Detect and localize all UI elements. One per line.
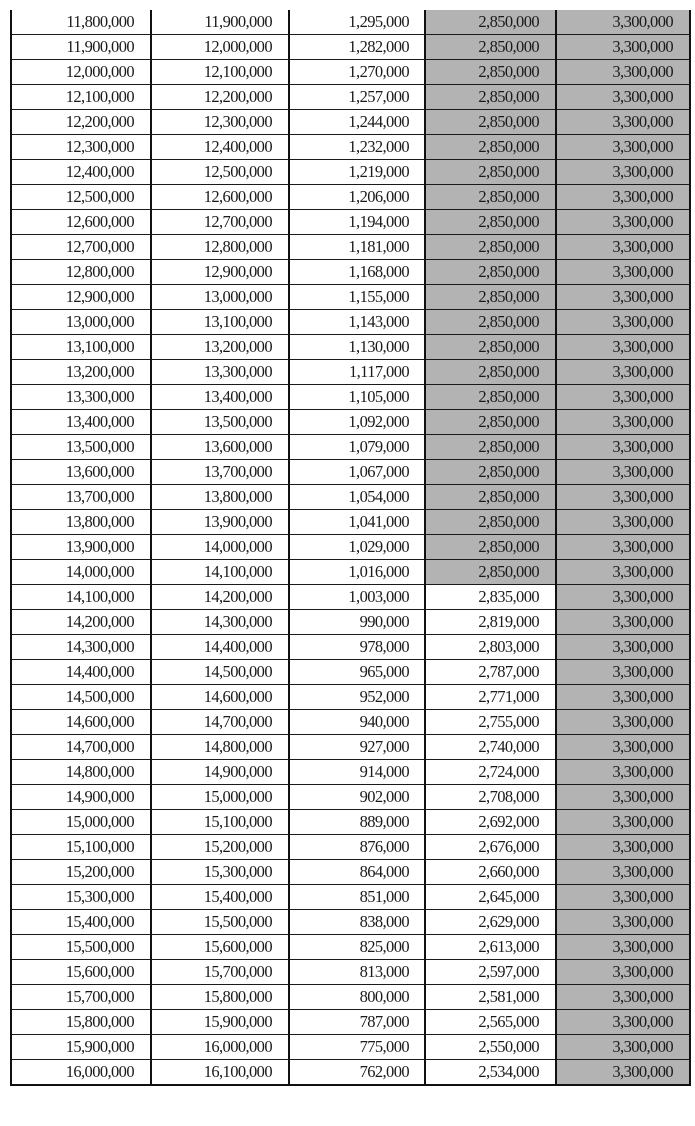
column-5-cell: 3,300,000	[556, 85, 690, 110]
range-from-cell: 13,700,000	[11, 485, 151, 510]
column-4-cell: 2,850,000	[425, 110, 556, 135]
column-4-cell: 2,819,000	[425, 610, 556, 635]
column-4-cell: 2,835,000	[425, 585, 556, 610]
table-row	[11, 10, 690, 35]
amount-cell: 787,000	[289, 1010, 425, 1035]
range-to-cell: 12,500,000	[151, 160, 289, 185]
column-4-cell: 2,850,000	[425, 85, 556, 110]
table-row	[11, 585, 690, 610]
range-to-cell: 12,100,000	[151, 60, 289, 85]
column-4-cell: 2,850,000	[425, 135, 556, 160]
range-to-cell: 11,900,000	[151, 10, 289, 35]
table-row	[11, 760, 690, 785]
column-5-cell: 3,300,000	[556, 960, 690, 985]
column-4-cell: 2,850,000	[425, 235, 556, 260]
range-from-cell: 15,000,000	[11, 810, 151, 835]
range-to-cell: 15,500,000	[151, 910, 289, 935]
range-from-cell: 14,300,000	[11, 635, 151, 660]
range-from-cell: 15,700,000	[11, 985, 151, 1010]
range-to-cell: 13,900,000	[151, 510, 289, 535]
amount-cell: 1,244,000	[289, 110, 425, 135]
column-5-cell: 3,300,000	[556, 860, 690, 885]
range-to-cell: 15,700,000	[151, 960, 289, 985]
column-5-cell: 3,300,000	[556, 385, 690, 410]
range-to-cell: 13,200,000	[151, 335, 289, 360]
column-4-cell: 2,850,000	[425, 310, 556, 335]
table-row	[11, 910, 690, 935]
column-4-cell: 2,787,000	[425, 660, 556, 685]
amount-cell: 1,282,000	[289, 35, 425, 60]
amount-cell: 889,000	[289, 810, 425, 835]
column-4-cell: 2,850,000	[425, 210, 556, 235]
column-5-cell: 3,300,000	[556, 210, 690, 235]
column-5-cell: 3,300,000	[556, 460, 690, 485]
table-row	[11, 310, 690, 335]
range-from-cell: 15,400,000	[11, 910, 151, 935]
column-5-cell: 3,300,000	[556, 410, 690, 435]
amount-cell: 1,295,000	[289, 10, 425, 35]
amount-cell: 1,105,000	[289, 385, 425, 410]
amount-cell: 1,029,000	[289, 535, 425, 560]
column-4-cell: 2,850,000	[425, 360, 556, 385]
range-to-cell: 15,200,000	[151, 835, 289, 860]
range-to-cell: 13,100,000	[151, 310, 289, 335]
column-4-cell: 2,534,000	[425, 1060, 556, 1086]
table-row	[11, 635, 690, 660]
range-from-cell: 15,600,000	[11, 960, 151, 985]
column-4-cell: 2,850,000	[425, 410, 556, 435]
range-to-cell: 14,400,000	[151, 635, 289, 660]
table-row	[11, 360, 690, 385]
range-to-cell: 14,600,000	[151, 685, 289, 710]
column-4-cell: 2,692,000	[425, 810, 556, 835]
column-5-cell: 3,300,000	[556, 335, 690, 360]
column-5-cell: 3,300,000	[556, 285, 690, 310]
range-from-cell: 13,000,000	[11, 310, 151, 335]
column-5-cell: 3,300,000	[556, 1060, 690, 1086]
range-from-cell: 11,800,000	[11, 10, 151, 35]
column-5-cell: 3,300,000	[556, 885, 690, 910]
range-to-cell: 13,800,000	[151, 485, 289, 510]
column-5-cell: 3,300,000	[556, 910, 690, 935]
range-from-cell: 12,400,000	[11, 160, 151, 185]
range-to-cell: 12,300,000	[151, 110, 289, 135]
amount-cell: 775,000	[289, 1035, 425, 1060]
range-to-cell: 14,200,000	[151, 585, 289, 610]
amount-cell: 762,000	[289, 1060, 425, 1086]
range-from-cell: 15,900,000	[11, 1035, 151, 1060]
range-to-cell: 12,600,000	[151, 185, 289, 210]
table-row	[11, 610, 690, 635]
table-row	[11, 185, 690, 210]
range-from-cell: 13,400,000	[11, 410, 151, 435]
range-from-cell: 12,900,000	[11, 285, 151, 310]
range-from-cell: 13,300,000	[11, 385, 151, 410]
column-4-cell: 2,565,000	[425, 1010, 556, 1035]
amount-cell: 952,000	[289, 685, 425, 710]
amount-cell: 914,000	[289, 760, 425, 785]
table-row	[11, 1060, 690, 1086]
column-4-cell: 2,850,000	[425, 185, 556, 210]
column-5-cell: 3,300,000	[556, 35, 690, 60]
table-row	[11, 560, 690, 585]
amount-cell: 1,003,000	[289, 585, 425, 610]
column-4-cell: 2,850,000	[425, 485, 556, 510]
range-to-cell: 12,200,000	[151, 85, 289, 110]
column-4-cell: 2,550,000	[425, 1035, 556, 1060]
range-to-cell: 14,100,000	[151, 560, 289, 585]
table-row	[11, 285, 690, 310]
amount-cell: 1,130,000	[289, 335, 425, 360]
column-4-cell: 2,645,000	[425, 885, 556, 910]
table-row	[11, 1035, 690, 1060]
range-from-cell: 12,100,000	[11, 85, 151, 110]
amount-cell: 800,000	[289, 985, 425, 1010]
column-4-cell: 2,613,000	[425, 935, 556, 960]
column-4-cell: 2,755,000	[425, 710, 556, 735]
table-row	[11, 210, 690, 235]
amount-cell: 978,000	[289, 635, 425, 660]
column-5-cell: 3,300,000	[556, 835, 690, 860]
amount-cell: 965,000	[289, 660, 425, 685]
column-5-cell: 3,300,000	[556, 785, 690, 810]
range-to-cell: 12,700,000	[151, 210, 289, 235]
table-row	[11, 60, 690, 85]
amount-cell: 1,041,000	[289, 510, 425, 535]
range-to-cell: 13,700,000	[151, 460, 289, 485]
range-to-cell: 12,000,000	[151, 35, 289, 60]
column-5-cell: 3,300,000	[556, 510, 690, 535]
table-row	[11, 85, 690, 110]
column-5-cell: 3,300,000	[556, 135, 690, 160]
column-5-cell: 3,300,000	[556, 735, 690, 760]
amount-cell: 927,000	[289, 735, 425, 760]
range-to-cell: 13,600,000	[151, 435, 289, 460]
range-from-cell: 13,800,000	[11, 510, 151, 535]
range-from-cell: 11,900,000	[11, 35, 151, 60]
range-from-cell: 14,100,000	[11, 585, 151, 610]
range-to-cell: 15,100,000	[151, 810, 289, 835]
range-to-cell: 13,000,000	[151, 285, 289, 310]
column-5-cell: 3,300,000	[556, 985, 690, 1010]
column-4-cell: 2,850,000	[425, 35, 556, 60]
range-to-cell: 14,500,000	[151, 660, 289, 685]
column-5-cell: 3,300,000	[556, 485, 690, 510]
data-table-container	[10, 10, 689, 1086]
column-4-cell: 2,850,000	[425, 60, 556, 85]
range-to-cell: 15,400,000	[151, 885, 289, 910]
column-5-cell: 3,300,000	[556, 310, 690, 335]
column-4-cell: 2,771,000	[425, 685, 556, 710]
column-5-cell: 3,300,000	[556, 560, 690, 585]
amount-cell: 1,079,000	[289, 435, 425, 460]
column-4-cell: 2,676,000	[425, 835, 556, 860]
table-row	[11, 510, 690, 535]
range-to-cell: 14,900,000	[151, 760, 289, 785]
range-to-cell: 16,100,000	[151, 1060, 289, 1086]
column-5-cell: 3,300,000	[556, 810, 690, 835]
table-row	[11, 335, 690, 360]
range-to-cell: 12,900,000	[151, 260, 289, 285]
table-row	[11, 385, 690, 410]
amount-cell: 1,155,000	[289, 285, 425, 310]
amount-cell: 990,000	[289, 610, 425, 635]
column-5-cell: 3,300,000	[556, 435, 690, 460]
amount-cell: 1,168,000	[289, 260, 425, 285]
column-5-cell: 3,300,000	[556, 110, 690, 135]
amount-cell: 1,092,000	[289, 410, 425, 435]
range-from-cell: 12,600,000	[11, 210, 151, 235]
table-row	[11, 260, 690, 285]
column-4-cell: 2,850,000	[425, 510, 556, 535]
range-from-cell: 12,200,000	[11, 110, 151, 135]
column-4-cell: 2,850,000	[425, 335, 556, 360]
column-5-cell: 3,300,000	[556, 585, 690, 610]
range-from-cell: 15,200,000	[11, 860, 151, 885]
range-from-cell: 14,900,000	[11, 785, 151, 810]
range-from-cell: 16,000,000	[11, 1060, 151, 1086]
amount-cell: 813,000	[289, 960, 425, 985]
range-from-cell: 14,400,000	[11, 660, 151, 685]
range-from-cell: 15,500,000	[11, 935, 151, 960]
column-4-cell: 2,850,000	[425, 285, 556, 310]
column-5-cell: 3,300,000	[556, 685, 690, 710]
column-4-cell: 2,581,000	[425, 985, 556, 1010]
column-5-cell: 3,300,000	[556, 1010, 690, 1035]
amount-cell: 1,219,000	[289, 160, 425, 185]
range-from-cell: 13,500,000	[11, 435, 151, 460]
table-row	[11, 1010, 690, 1035]
range-from-cell: 15,100,000	[11, 835, 151, 860]
range-to-cell: 14,000,000	[151, 535, 289, 560]
table-row	[11, 935, 690, 960]
table-row	[11, 35, 690, 60]
table-row	[11, 135, 690, 160]
table-row	[11, 710, 690, 735]
range-from-cell: 13,100,000	[11, 335, 151, 360]
range-from-cell: 14,200,000	[11, 610, 151, 635]
range-to-cell: 12,800,000	[151, 235, 289, 260]
column-4-cell: 2,850,000	[425, 435, 556, 460]
column-4-cell: 2,850,000	[425, 385, 556, 410]
column-4-cell: 2,724,000	[425, 760, 556, 785]
amount-cell: 1,016,000	[289, 560, 425, 585]
column-4-cell: 2,850,000	[425, 10, 556, 35]
column-4-cell: 2,740,000	[425, 735, 556, 760]
table-row	[11, 810, 690, 835]
table-row	[11, 660, 690, 685]
column-5-cell: 3,300,000	[556, 10, 690, 35]
range-from-cell: 12,800,000	[11, 260, 151, 285]
column-5-cell: 3,300,000	[556, 160, 690, 185]
range-from-cell: 14,600,000	[11, 710, 151, 735]
table-row	[11, 535, 690, 560]
table-row	[11, 110, 690, 135]
amount-cell: 876,000	[289, 835, 425, 860]
table-row	[11, 860, 690, 885]
range-from-cell: 12,500,000	[11, 185, 151, 210]
column-4-cell: 2,629,000	[425, 910, 556, 935]
range-to-cell: 14,800,000	[151, 735, 289, 760]
column-5-cell: 3,300,000	[556, 760, 690, 785]
range-to-cell: 13,400,000	[151, 385, 289, 410]
range-to-cell: 13,300,000	[151, 360, 289, 385]
table-row	[11, 835, 690, 860]
range-from-cell: 14,700,000	[11, 735, 151, 760]
column-4-cell: 2,850,000	[425, 160, 556, 185]
table-row	[11, 485, 690, 510]
column-5-cell: 3,300,000	[556, 710, 690, 735]
column-5-cell: 3,300,000	[556, 60, 690, 85]
column-4-cell: 2,660,000	[425, 860, 556, 885]
amount-cell: 1,194,000	[289, 210, 425, 235]
table-row	[11, 785, 690, 810]
range-to-cell: 14,700,000	[151, 710, 289, 735]
table-row	[11, 460, 690, 485]
amount-cell: 1,270,000	[289, 60, 425, 85]
range-from-cell: 13,600,000	[11, 460, 151, 485]
range-from-cell: 13,900,000	[11, 535, 151, 560]
range-from-cell: 13,200,000	[11, 360, 151, 385]
column-4-cell: 2,850,000	[425, 460, 556, 485]
range-to-cell: 12,400,000	[151, 135, 289, 160]
amount-cell: 864,000	[289, 860, 425, 885]
range-to-cell: 13,500,000	[151, 410, 289, 435]
range-to-cell: 15,000,000	[151, 785, 289, 810]
range-from-cell: 14,800,000	[11, 760, 151, 785]
column-5-cell: 3,300,000	[556, 1035, 690, 1060]
range-to-cell: 15,600,000	[151, 935, 289, 960]
amount-cell: 902,000	[289, 785, 425, 810]
table-row	[11, 410, 690, 435]
amount-cell: 838,000	[289, 910, 425, 935]
amount-cell: 1,206,000	[289, 185, 425, 210]
range-to-cell: 16,000,000	[151, 1035, 289, 1060]
range-to-cell: 15,300,000	[151, 860, 289, 885]
range-from-cell: 14,500,000	[11, 685, 151, 710]
range-from-cell: 15,300,000	[11, 885, 151, 910]
table-row	[11, 235, 690, 260]
range-to-cell: 14,300,000	[151, 610, 289, 635]
amount-cell: 1,181,000	[289, 235, 425, 260]
amount-cell: 1,257,000	[289, 85, 425, 110]
column-5-cell: 3,300,000	[556, 610, 690, 635]
amount-cell: 1,117,000	[289, 360, 425, 385]
amount-cell: 851,000	[289, 885, 425, 910]
column-4-cell: 2,708,000	[425, 785, 556, 810]
range-to-cell: 15,800,000	[151, 985, 289, 1010]
column-4-cell: 2,803,000	[425, 635, 556, 660]
table-row	[11, 885, 690, 910]
table-body	[11, 10, 690, 1085]
table-row	[11, 685, 690, 710]
amount-cell: 1,232,000	[289, 135, 425, 160]
column-5-cell: 3,300,000	[556, 535, 690, 560]
range-from-cell: 12,000,000	[11, 60, 151, 85]
table-row	[11, 160, 690, 185]
table-row	[11, 735, 690, 760]
column-4-cell: 2,850,000	[425, 535, 556, 560]
column-5-cell: 3,300,000	[556, 235, 690, 260]
range-to-cell: 15,900,000	[151, 1010, 289, 1035]
column-4-cell: 2,850,000	[425, 560, 556, 585]
table-row	[11, 960, 690, 985]
column-5-cell: 3,300,000	[556, 660, 690, 685]
data-table	[10, 10, 691, 1086]
range-from-cell: 12,700,000	[11, 235, 151, 260]
column-4-cell: 2,850,000	[425, 260, 556, 285]
amount-cell: 1,054,000	[289, 485, 425, 510]
column-5-cell: 3,300,000	[556, 185, 690, 210]
range-from-cell: 12,300,000	[11, 135, 151, 160]
column-5-cell: 3,300,000	[556, 635, 690, 660]
range-from-cell: 15,800,000	[11, 1010, 151, 1035]
amount-cell: 1,143,000	[289, 310, 425, 335]
table-row	[11, 435, 690, 460]
column-5-cell: 3,300,000	[556, 935, 690, 960]
column-5-cell: 3,300,000	[556, 260, 690, 285]
amount-cell: 825,000	[289, 935, 425, 960]
column-5-cell: 3,300,000	[556, 360, 690, 385]
range-from-cell: 14,000,000	[11, 560, 151, 585]
amount-cell: 940,000	[289, 710, 425, 735]
column-4-cell: 2,597,000	[425, 960, 556, 985]
amount-cell: 1,067,000	[289, 460, 425, 485]
table-row	[11, 985, 690, 1010]
